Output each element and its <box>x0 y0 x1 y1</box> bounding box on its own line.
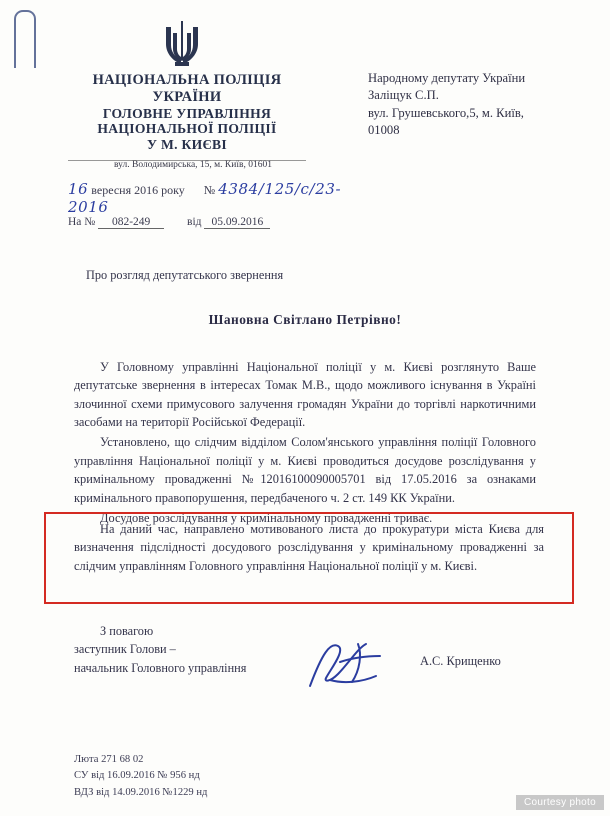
highlighted-paragraph-text: На даний час, направлено мотивованого листа до прокуратури міста Києва для визначення підслідності досудового розслідування у кримінальному провадженні за слідчим управлінням Головного управління Національної поліції у м. Києві. <box>74 522 544 573</box>
footer-line-2: СУ від 16.09.2016 № 956 нд <box>74 770 200 782</box>
letterhead-line-1: НАЦІОНАЛЬНА ПОЛІЦІЯ <box>92 72 282 88</box>
reference-label: На № <box>68 216 96 228</box>
letterhead-line-3: ГОЛОВНЕ УПРАВЛІННЯ <box>102 105 272 121</box>
body-text <box>74 358 536 529</box>
number-label: № <box>203 183 216 197</box>
letterhead-line-2: УКРАЇНИ <box>152 88 222 105</box>
incoming-date: 05.09.2016 <box>204 216 270 229</box>
footer-line-1: Люта 271 68 02 <box>74 754 144 765</box>
letterhead-line-5: У М. КИЄВІ <box>146 137 227 153</box>
recipient-line-1: Народному депутату України <box>368 71 526 85</box>
date-month-year: вересня 2016 року <box>91 183 185 197</box>
date-line <box>68 180 368 216</box>
reference-date-label: від <box>187 216 202 228</box>
reference-line <box>68 216 398 229</box>
ukraine-trident-emblem-icon <box>160 18 204 70</box>
office-address: вул. Володимирська, 15, м. Київ, 01601 <box>114 160 272 170</box>
highlighted-paragraph <box>74 520 544 575</box>
recipient-line-3: вул. Грушевського,5, м. Київ, <box>368 105 524 120</box>
subject-line: Про розгляд депутатського звернення <box>86 268 284 282</box>
body-paragraph-2: Установлено, що слідчим відділом Солом'янського управління поліції Головного управління Національної поліції у м. Києві проводиться досудове розслідування у кримінальному провадженні №12016100090005701 від 17.05.2016 за ознаками кримінального правопорушення, передбаченого ч. 2 ст. 149 КК України. <box>74 435 536 505</box>
footer-block <box>74 752 207 801</box>
incoming-number: 082-249 <box>98 216 164 229</box>
letterhead-divider <box>68 160 306 161</box>
handwritten-signature <box>300 636 390 692</box>
date-day: 16 <box>68 180 89 198</box>
recipient-block <box>368 70 598 140</box>
letterhead-line-4: НАЦІОНАЛЬНОЇ ПОЛІЦІЇ <box>97 121 277 137</box>
body-paragraph-1: У Головному управлінні Національної поліції у м. Києві розглянуто Ваше депутатське звернення в інтересах Томак М.В., щодо можливого існування в Україні злочинної схеми примусового залучення громадян України до торгівлі наркотичними засобами на території Російської Федерації. <box>74 360 536 430</box>
closing: З повагою <box>100 624 154 638</box>
signer-title-line-1: заступник Голови – <box>74 642 176 657</box>
document-number: 4384/125/с/23-2016 <box>68 180 342 216</box>
watermark-credit: Courtesy photo <box>516 795 604 810</box>
recipient-line-4: 01008 <box>368 123 400 138</box>
signer-title-line-2: начальник Головного управління <box>74 660 247 675</box>
letterhead <box>62 72 312 153</box>
signer-name: А.С. Крищенко <box>420 654 501 668</box>
paperclip-icon <box>14 10 36 68</box>
footer-line-3: ВДЗ від 14.09.2016 №1229 нд <box>74 786 208 798</box>
salutation: Шановна Світлано Петрівно! <box>208 312 402 327</box>
body-paragraph-3: Досудове розслідування у кримінальному провадженні триває. <box>100 510 433 525</box>
recipient-line-2: Залiщук С.П. <box>368 88 439 103</box>
